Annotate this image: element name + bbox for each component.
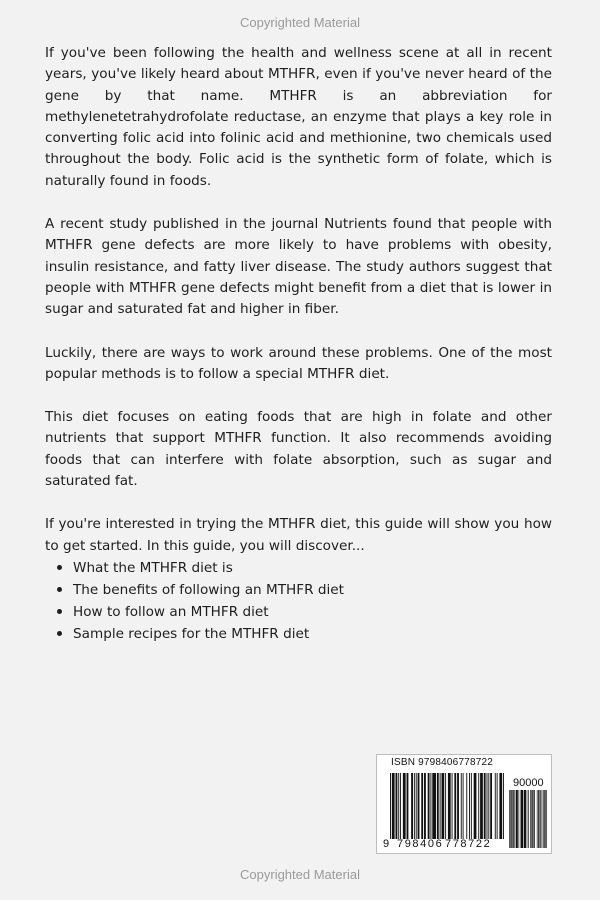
barcode-bar xyxy=(396,773,398,839)
barcode-bar xyxy=(411,773,413,839)
barcode-bar xyxy=(466,773,467,839)
barcode-bar xyxy=(457,773,459,839)
barcode-bar xyxy=(445,773,446,839)
barcode-addon-bar xyxy=(521,790,524,848)
barcode-addon-bar xyxy=(516,790,518,848)
copyright-watermark-bottom: Copyrighted Material xyxy=(240,867,360,882)
barcode-bar xyxy=(424,773,426,839)
barcode-bar xyxy=(497,773,498,839)
barcode-addon-bar xyxy=(544,790,545,848)
barcode-addon-bar xyxy=(509,790,510,848)
barcode-addon-bar xyxy=(519,790,520,848)
barcode-bar xyxy=(414,773,415,839)
copyright-watermark-top: Copyrighted Material xyxy=(240,15,360,30)
barcode-digit-group-2: 778722 xyxy=(445,838,492,850)
barcode-bar xyxy=(392,773,395,839)
barcode-bar xyxy=(400,773,401,839)
barcode-digit-group-1: 798406 xyxy=(397,838,444,850)
barcode-bars-main xyxy=(390,773,504,839)
barcode-bar xyxy=(428,773,430,839)
barcode-addon-bar xyxy=(514,790,515,848)
barcode-bar xyxy=(463,773,464,839)
barcode-bar xyxy=(441,773,444,839)
list-item: The benefits of following an MTHFR diet xyxy=(45,579,552,601)
list-item: What the MTHFR diet is xyxy=(45,557,552,579)
list-item: Sample recipes for the MTHFR diet xyxy=(45,623,552,645)
barcode-bar xyxy=(469,773,470,839)
barcode-bar xyxy=(454,773,456,839)
barcode-bar xyxy=(495,773,496,839)
barcode-bar xyxy=(418,773,420,839)
barcode-bar xyxy=(487,773,488,839)
barcode-addon-bar xyxy=(527,790,528,848)
barcode-addon-bar xyxy=(524,790,526,848)
barcode-bar xyxy=(448,773,451,839)
barcode-bar xyxy=(430,773,431,839)
barcode-addon-bar xyxy=(530,790,531,848)
barcode-digit-first: 9 xyxy=(383,838,391,850)
barcode-bar xyxy=(398,773,399,839)
barcode-bar xyxy=(432,773,436,839)
barcode-addon-bar xyxy=(512,790,513,848)
barcode-bar xyxy=(490,773,492,839)
barcode-bar xyxy=(407,773,409,839)
barcode-bar xyxy=(403,773,406,839)
barcode-bar xyxy=(503,773,504,839)
list-item: How to follow an MTHFR diet xyxy=(45,601,552,623)
barcode-addon-bar xyxy=(531,790,532,848)
paragraph-study: A recent study published in the journal Nutrients found that people with MTHFR gene defects are more likely to have problems with obesity, insulin resistance, and fatty liver disease. The study authors suggest that people with MTHFR gene defects might benefit from a diet that is lower in sugar and saturated fat and higher in fiber. xyxy=(45,216,552,318)
paragraph-intro: If you've been following the health and wellness scene at all in recent years, you've likely heard about MTHFR, even if you've never heard of the gene by that name. MTHFR is an abbreviation for methylenetetrahydrofolate reductase, an enzyme that plays a key role in converting folic acid into folinic acid and methionine, two chemicals used throughout the body. Folic acid is the synthetic form of folate, which is naturally found in foods. xyxy=(45,45,552,189)
barcode-bar xyxy=(421,773,423,839)
barcode-addon-bar xyxy=(542,790,543,848)
barcode-addon-bar xyxy=(546,790,547,848)
barcode-bar xyxy=(499,773,502,839)
barcode-bar xyxy=(440,773,441,839)
barcode-bar xyxy=(452,773,453,839)
barcode-addon-bar xyxy=(537,790,538,848)
isbn-label: ISBN 9798406778722 xyxy=(391,757,494,768)
barcode-addon-bar xyxy=(540,790,541,848)
barcode-bar xyxy=(478,773,479,839)
barcode-addon-bar xyxy=(538,790,539,848)
barcode-bar xyxy=(488,773,489,839)
barcode-addon-bar xyxy=(533,790,534,848)
barcode-bar xyxy=(474,773,477,839)
barcode-bar xyxy=(471,773,472,839)
barcode-bar xyxy=(416,773,417,839)
paragraph-guide: If you're interested in trying the MTHFR diet, this guide will show you how to get started. In this guide, you will discover... xyxy=(45,516,552,554)
barcode-bar xyxy=(480,773,483,839)
back-cover-text xyxy=(45,43,552,645)
price-code: 90000 xyxy=(513,777,544,789)
barcode-addon-bar xyxy=(528,790,529,848)
discover-list xyxy=(45,557,552,645)
barcode-bars-addon xyxy=(509,790,547,848)
barcode-bar xyxy=(390,773,391,839)
barcode-bar xyxy=(437,773,439,839)
barcode-addon-bar xyxy=(510,790,511,848)
barcode-addon-bar xyxy=(543,790,544,848)
paragraph-diet-focus: This diet focuses on eating foods that are high in folate and other nutrients that support MTHFR function. It also recommends avoiding foods that can interfere with folate absorption, such as sugar and saturated fat. xyxy=(45,409,552,490)
isbn-barcode xyxy=(376,754,552,854)
barcode-bar xyxy=(461,773,462,839)
paragraph-luckily: Luckily, there are ways to work around these problems. One of the most popular methods is to follow a special MTHFR diet. xyxy=(45,344,552,382)
barcode-bar xyxy=(484,773,486,839)
